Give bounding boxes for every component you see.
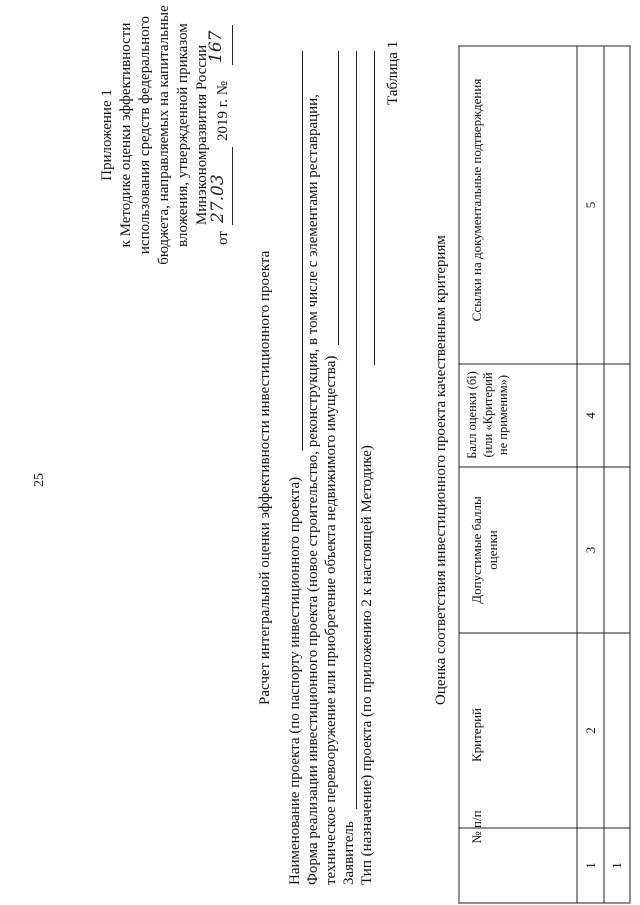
appendix-title: Приложение 1 (99, 89, 115, 181)
appendix-line-5: Минэкономразвития России (194, 44, 210, 226)
field-type: Тип (назначение) проекта (по приложению 2 к настоящей Методике) (359, 445, 375, 885)
table-colnum-1: 1 (583, 862, 598, 869)
appendix-line-4: вложения, утвержденной приказом (175, 23, 191, 247)
order-date-handwritten: 27.03 (208, 174, 228, 223)
section-title: Расчет интегральной оценки эффективности инвестиционного проекта (257, 250, 273, 705)
field-applicant: Заявитель (341, 821, 357, 885)
field-form-line1: Форма реализации инвестиционного проекта (новое строительство, реконструкция, в том числе с элементами реставрации, (305, 94, 321, 885)
order-year: 2019 г. № (215, 80, 231, 141)
table-row-1-number: 1 (609, 862, 624, 869)
field-form-line2: техническое перевооружение или приобретение объекта недвижимого имущества) (323, 355, 339, 885)
table-colnum-2: 2 (583, 727, 598, 734)
table-label: Таблица 1 (385, 40, 401, 105)
table-title: Оценка соответствия инвестиционного проекта качественным критериям (433, 235, 449, 705)
order-prefix: от (215, 231, 231, 245)
appendix-line-1: к Методике оценки эффективности (118, 22, 134, 248)
table-colnum-5: 5 (583, 201, 598, 209)
order-number-handwritten: 167 (206, 30, 226, 63)
appendix-line-2: использования средств федерального (137, 15, 153, 255)
table-header-number: № п/п (469, 810, 484, 844)
page-number: 25 (32, 473, 47, 487)
table-colnum-3: 3 (583, 546, 598, 554)
table-header-score: Балл оценки (бi) (или «Критерий не применим») (465, 371, 511, 459)
table-header-allowed-scores: Допустимые баллы оценки (469, 496, 501, 604)
table-header-criterion: Критерий (469, 708, 484, 762)
appendix-line-3: бюджета, направляемых на капитальные (156, 5, 172, 265)
table-colnum-4: 4 (583, 412, 598, 419)
table-header-references: Ссылки на документальные подтверждения (469, 78, 484, 322)
field-project-name: Наименование проекта (по паспорту инвестиционного проекта) (287, 476, 303, 885)
